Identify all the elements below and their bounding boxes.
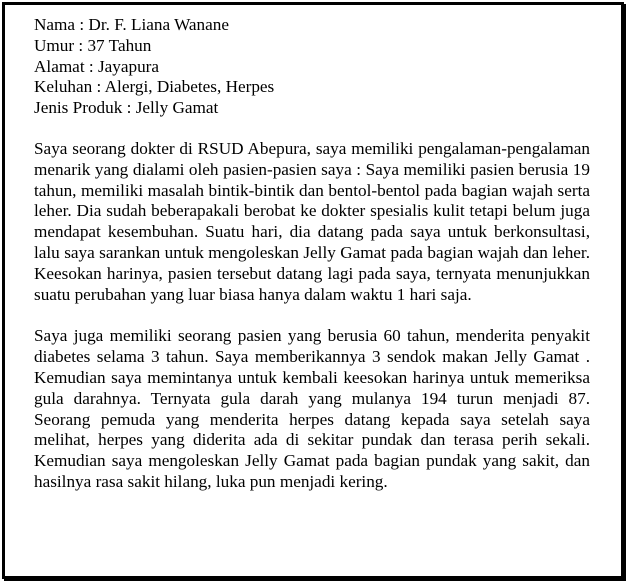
profile-nama: Nama : Dr. F. Liana Wanane — [34, 15, 229, 34]
testimonial-paragraph-2: Saya juga memiliki seorang pasien yang berusia 60 tahun, menderita penyakit diabetes selama 3 tahun. Saya memberikannya 3 sendok makan Jelly Gamat . Kemudian saya memintanya untuk kembali keesokan harinya untuk memeriksa gula darahnya. Ternyata gula darah yang mulanya 194 turun menjadi 87. Seorang pemuda yang menderita herpes datang kepada saya setelah saya melihat, herpes yang diderita ada di sekitar pundak dan terasa perih sekali. Kemudian saya mengoleskan Jelly Gamat pada bagian pundak yang sakit, dan hasilnya rasa sakit hilang, luka pun menjadi kering. — [34, 326, 590, 491]
profile-block — [34, 15, 590, 119]
profile-alamat: Alamat : Jayapura — [34, 56, 160, 76]
testimonial-paragraph-1: Saya seorang dokter di RSUD Abepura, saya memiliki pengalaman-pengalaman menarik yang dialami oleh pasien-pasien saya : Saya memiliki pasien berusia 19 tahun, memiliki masalah bintik-bintik dan bentol-bentol pada bagian wajah serta leher. Dia sudah beberapakali berobat ke dokter spesialis kulit tetapi belum juga mendapat kesembuhan. Suatu hari, dia datang pada saya untuk berkonsultasi, lalu saya sarankan untuk mengoleskan Jelly Gamat pada bagian wajah dan leher. Keesokan harinya, pasien tersebut datang lagi pada saya, ternyata menunjukkan suatu perubahan yang luar biasa hanya dalam waktu 1 hari saja. — [34, 138, 590, 304]
profile-jenis-produk: Jenis Produk : Jelly Gamat — [34, 98, 219, 118]
profile-keluhan: Keluhan : Alergi, Diabetes, Herpes — [34, 77, 275, 97]
profile-umur: Umur : 37 Tahun — [34, 35, 152, 55]
testimonial-content — [34, 15, 590, 493]
